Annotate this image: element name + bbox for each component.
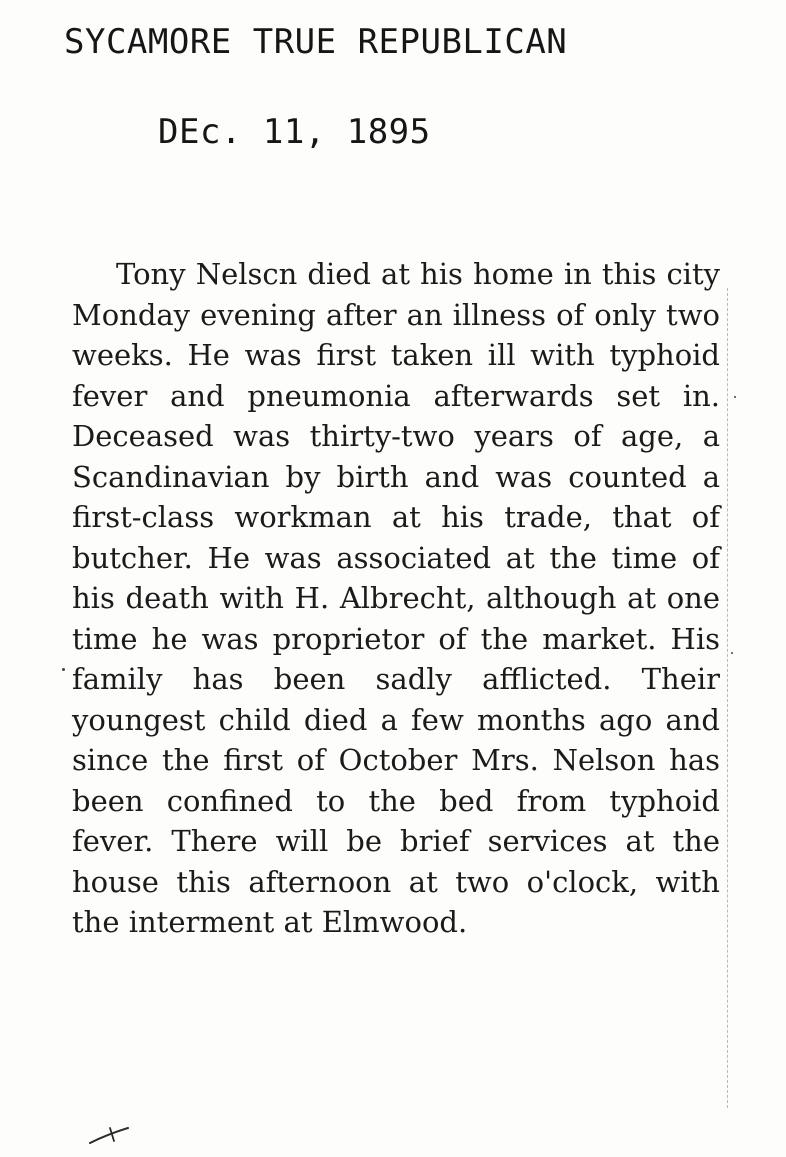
publication-date: DEc. 11, 1895 (158, 112, 431, 152)
obituary-text: Tony Nelscn died at his home in this city Monday evening after an illness of only two weeks. He was first taken ill with typhoid fever and pneumonia afterwards set in. Deceased was thirty-two years of age, a Scandinavian by birth and was counted a first-class workman at his trade, that of butcher. He was associated at the time of his death with H. Albrecht, although at one time he was proprietor of the market. His family has been sadly afflicted. Their youngest child died a few months ago and since the first of October Mrs. Nelson has been confined to the bed from typhoid fever. There will be brief services at the house this afternoon at two o'clock, with the interment at Elmwood. (72, 257, 720, 939)
newspaper-clipping (58, 248, 728, 1138)
scan-speck (62, 668, 65, 671)
scan-speck (731, 652, 733, 654)
scan-speck (734, 396, 736, 398)
clipping-edge (726, 288, 728, 1108)
newspaper-title: SYCAMORE TRUE REPUBLICAN (64, 22, 568, 62)
handwritten-mark-icon (88, 1124, 134, 1146)
